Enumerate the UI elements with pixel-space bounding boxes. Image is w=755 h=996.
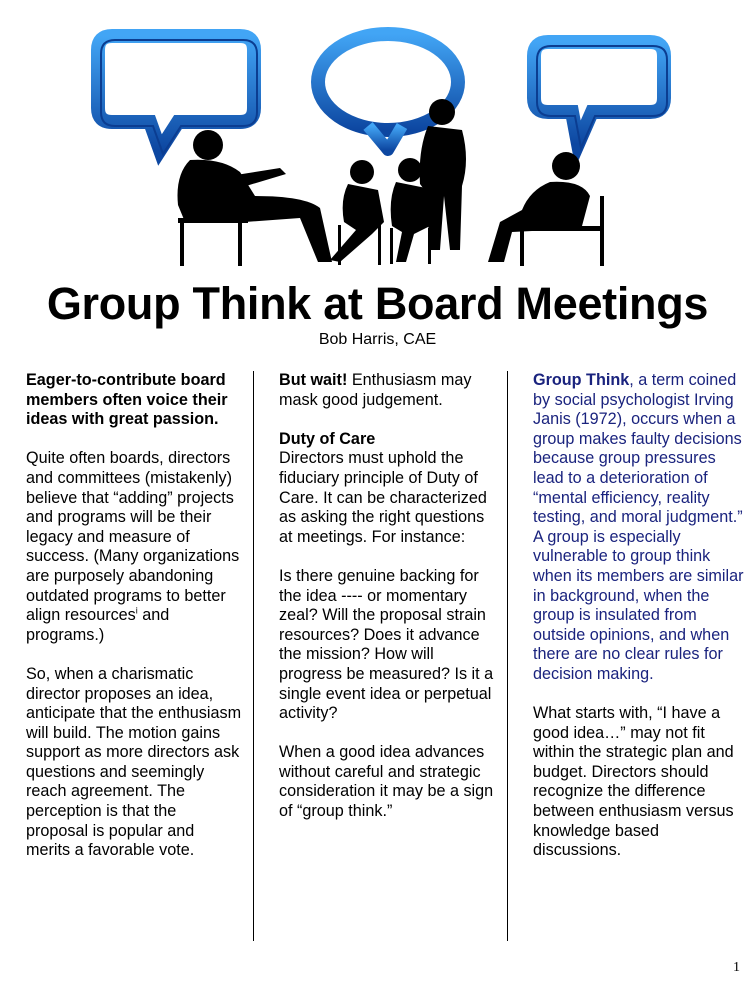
group-think-definition: [533, 371, 748, 685]
column-3: [533, 371, 748, 880]
duty-of-care-text: Directors must uphold the fiduciary principle of Duty of Care. It can be characterized as asking the right questions at meetings. For instance:: [279, 449, 487, 546]
lead-paragraph: [26, 371, 242, 430]
paragraph-text: Quite often boards, directors and committees (mistakenly) believe that “adding” projects and programs will be their legacy and measure of success. (Many organizations are purposely abandoning outdated programs to better align resources: [26, 449, 240, 625]
closing-paragraph: When a good idea advances without careful and strategic consideration it may be a sign of “group think.”: [279, 743, 494, 821]
column-divider-1: [253, 371, 254, 941]
lead-text: Eager-to-contribute board members often voice their ideas with great passion.: [26, 371, 228, 429]
but-wait-text: Enthusiasm may mask good judgement.: [279, 371, 472, 409]
closing-paragraph: What starts with, “I have a good idea…” may not fit within the strategic plan and budget. Directors should recognize the difference between enthusiasm versus knowledge based discussions.: [533, 704, 734, 860]
column-2: [279, 371, 494, 841]
header-illustration: [0, 0, 755, 275]
paragraph-text-end: and programs.): [26, 606, 170, 644]
page-title: Group Think at Board Meetings: [46, 278, 709, 329]
author-byline: Bob Harris, CAE: [318, 331, 437, 348]
but-wait-label: But wait!: [279, 371, 348, 389]
speech-bubble-left-icon: [98, 36, 257, 154]
speech-bubble-right-icon: [534, 42, 667, 148]
paragraph-programs: [26, 449, 242, 645]
paragraph-charismatic: So, when a charismatic director proposes an idea, anticipate that the enthusiasm will build. The motion gains support as more directors ask questions and seemingly reach agreement. The perception is that the proposal is popular and merits a favorable vote.: [26, 664, 242, 860]
duty-of-care-section: [279, 430, 494, 548]
duty-of-care-heading: Duty of Care: [279, 429, 376, 448]
definition-text: , a term coined by social psychologist Irving Janis (1972), occurs when a group makes faulty decisions because group pressures lead to a deterioration of “mental efficiency, reality testing, and moral judgment.” A group is especially vulnerable to group think when its members are similar in background, when the group is insulated from outside opinions, and when there are no clear rules for decision making.: [533, 371, 744, 683]
footnote-marker[interactable]: i: [135, 605, 138, 616]
questions-paragraph: Is there genuine backing for the idea ---- or momentary zeal? Will the proposal strain resources? Does it advance the mission? How will progress be measured? Is it a single event idea or perpetual activity?: [279, 566, 494, 723]
but-wait-paragraph: [279, 371, 494, 410]
column-1: [26, 371, 242, 880]
group-think-term: Group Think: [533, 371, 630, 389]
page-number: 1: [733, 960, 740, 975]
column-divider-2: [507, 371, 508, 941]
